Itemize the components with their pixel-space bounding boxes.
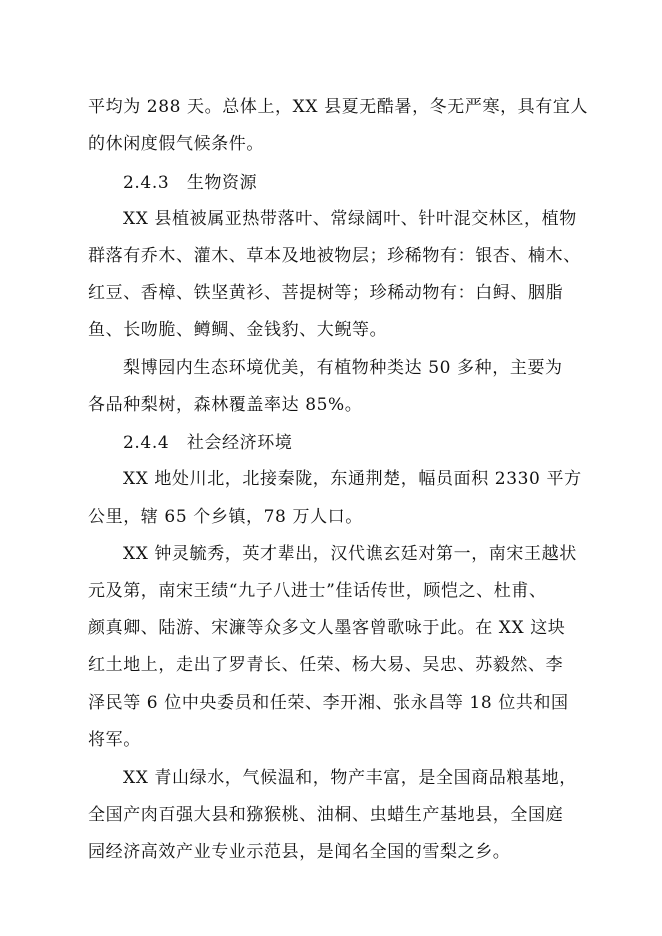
text-line: 公里，辖 65 个乡镇，78 万人口。 [88,507,363,527]
text-line: 红豆、香樟、铁坚黄衫、菩提树等；珍稀动物有：白鲟、胭脂 [88,283,564,303]
section-heading-2-4-4: 2.4.4 社会经济环境 [123,433,293,453]
paragraph-first-line: XX 地处川北，北接秦陇，东通荆楚，幅员面积 2330 平方 [123,469,582,489]
text-line: 各品种梨树，森林覆盖率达 85%。 [88,395,363,415]
text-line: 将军。 [88,730,141,750]
text-line: 平均为 288 天。总体上，XX 县夏无酷暑，冬无严寒，具有宜人 [88,97,589,117]
text-line: 的休闲度假气候条件。 [88,134,264,154]
section-heading-2-4-3: 2.4.3 生物资源 [123,173,258,193]
paragraph-first-line: XX 县植被属亚热带落叶、常绿阔叶、针叶混交林区，植物 [123,209,577,229]
text-line: 颜真卿、陆游、宋濂等众多文人墨客曾歌咏于此。在 XX 这块 [88,618,566,638]
text-line: 群落有乔木、灌木、草本及地被物层；珍稀物有：银杏、楠木、 [88,246,581,266]
text-line: 红土地上，走出了罗青长、任荣、杨大易、吴忠、苏毅然、李 [88,655,564,675]
paragraph-first-line: XX 青山绿水，气候温和，物产丰富，是全国商品粮基地， [123,768,577,788]
text-line: 鱼、长吻脆、鳟鲷、金钱豹、大鲵等。 [88,320,388,340]
text-line: 园经济高效产业专业示范县，是闻名全国的雪梨之乡。 [88,842,511,862]
text-line: 元及第，南宋王绩“九子八进士”佳话传世，顾恺之、杜甫、 [88,581,547,601]
paragraph-first-line: 梨博园内生态环境优美，有植物种类达 50 多种，主要为 [123,358,563,378]
paragraph-first-line: XX 钟灵毓秀，英才辈出，汉代谯玄廷对第一，南宋王越状 [123,544,577,564]
text-line: 泽民等 6 位中央委员和任荣、李开湘、张永昌等 18 位共和国 [88,693,569,713]
text-line: 全国产肉百强大县和猕猴桃、油桐、虫蜡生产基地县，全国庭 [88,805,564,825]
